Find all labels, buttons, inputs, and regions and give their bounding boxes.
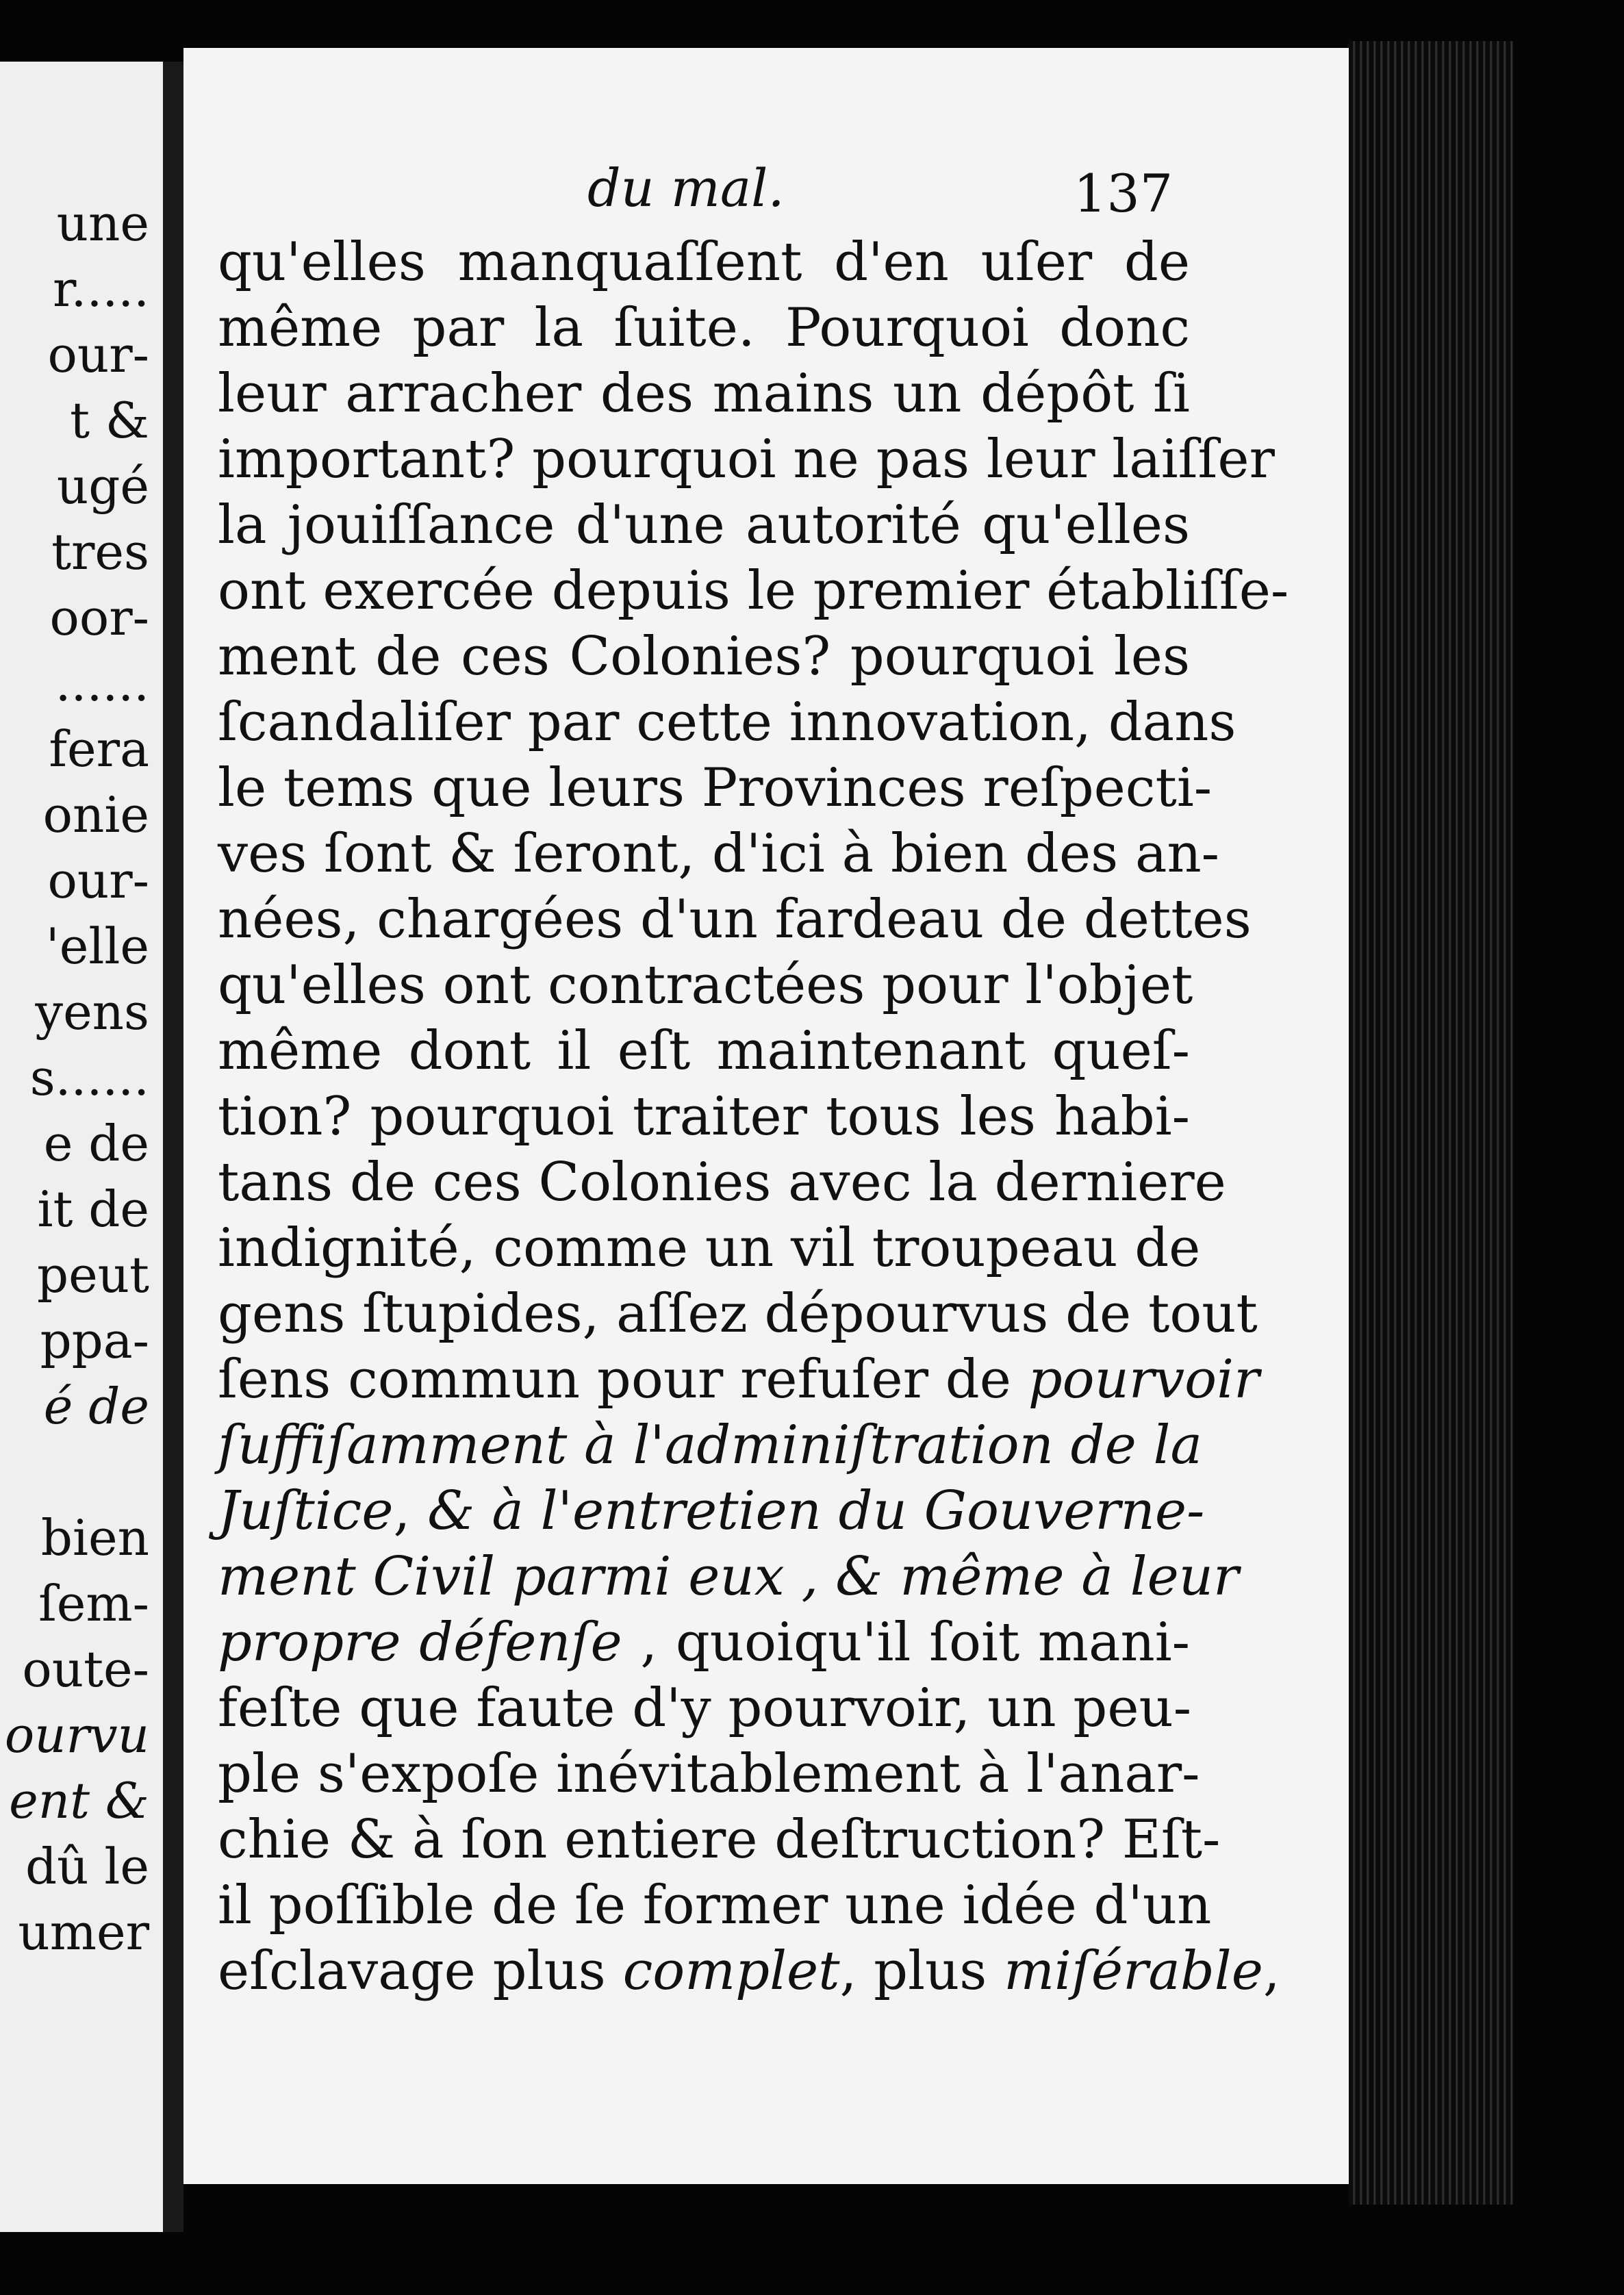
- text-line: [218, 689, 1236, 755]
- text-segment: eſclavage plus: [218, 1940, 623, 2002]
- running-head: du mal.: [587, 157, 785, 218]
- body-text: [218, 229, 1289, 2004]
- text-segment: tion? pourquoi traiter tous les habi-: [218, 1086, 1190, 1148]
- left-page-line: r.....: [53, 260, 149, 318]
- text-line: [218, 1610, 1190, 1675]
- text-line: [218, 558, 1289, 624]
- text-segment: ves ſont & ſeront, d'ici à bien des an-: [218, 823, 1220, 885]
- text-segment: il poſſible de ſe former une idée d'un: [218, 1875, 1212, 1936]
- left-page-line: ugé: [56, 457, 149, 515]
- text-line: [218, 821, 1220, 887]
- left-page-line: our-: [47, 852, 149, 909]
- left-page-line: é de: [43, 1378, 149, 1435]
- left-page-line: ourvu: [4, 1706, 149, 1764]
- text-line: [218, 1938, 1280, 2004]
- text-line: [218, 952, 1193, 1018]
- left-page-line: fera: [49, 720, 149, 778]
- text-line: [218, 1347, 1260, 1412]
- text-segment: gens ſtupides, aſſez dépourvus de tout: [218, 1283, 1258, 1345]
- text-segment: qu'elles manquaſſent d'en uſer de: [218, 231, 1190, 293]
- text-segment: ,: [393, 1480, 428, 1542]
- left-page-line: dû le: [25, 1838, 149, 1895]
- text-segment: ſuffiſamment à l'adminiſtration de la: [218, 1415, 1202, 1476]
- text-line: [218, 1807, 1221, 1873]
- left-page-line: our-: [47, 326, 149, 383]
- text-segment: ſens commun pour refuſer de: [218, 1349, 1028, 1410]
- text-segment: le tems que leurs Provinces reſpecti-: [218, 757, 1213, 819]
- text-line: [218, 361, 1190, 427]
- left-page-line: bien: [40, 1509, 149, 1567]
- text-segment: miſérable: [1004, 1940, 1263, 2002]
- text-segment: la jouiſſance d'une autorité qu'elles: [218, 494, 1190, 556]
- text-segment: ple s'expoſe inévitablement à l'anar-: [218, 1743, 1200, 1805]
- text-segment: ment Civil parmi eux , & même à leur: [218, 1546, 1239, 1608]
- text-segment: propre défenſe: [218, 1612, 622, 1673]
- text-line: [218, 229, 1190, 295]
- text-segment: & à l'entretien du Gouverne-: [427, 1480, 1205, 1542]
- text-line: [218, 1544, 1239, 1610]
- text-line: [218, 1873, 1212, 1938]
- text-segment: feſte que faute d'y pourvoir, un peu-: [218, 1677, 1192, 1739]
- left-page-line: it de: [37, 1180, 149, 1238]
- text-segment: tans de ces Colonies avec la derniere: [218, 1152, 1226, 1213]
- page-number: 137: [1074, 163, 1173, 224]
- left-page-line: s......: [29, 1049, 149, 1106]
- left-page-line: onie: [42, 786, 149, 844]
- left-page-line: yens: [35, 983, 149, 1041]
- left-page-line: umer: [18, 1903, 149, 1961]
- text-segment: ment de ces Colonies? pourquoi les: [218, 626, 1190, 687]
- text-line: [218, 1018, 1190, 1084]
- text-segment: chie & à ſon entiere deſtruction? Eſt-: [218, 1809, 1221, 1871]
- left-page-line: ent &: [9, 1772, 149, 1829]
- left-page-line: oute-: [22, 1640, 149, 1698]
- left-page-line: ſem-: [38, 1575, 149, 1632]
- left-page-line: ppa-: [40, 1312, 149, 1369]
- text-line: [218, 755, 1213, 821]
- left-page-line: peut: [36, 1246, 149, 1304]
- text-segment: indignité, comme un vil troupeau de: [218, 1217, 1201, 1279]
- text-line: [218, 624, 1190, 689]
- left-page-line: ......: [55, 655, 149, 712]
- text-segment: leur arracher des mains un dépôt ſi: [218, 363, 1190, 424]
- text-segment: , quoiqu'il ſoit mani-: [622, 1612, 1190, 1673]
- text-line: [218, 492, 1190, 558]
- text-segment: Juſtice: [218, 1480, 394, 1542]
- text-segment: important? pourquoi ne pas leur laiſſer: [218, 429, 1275, 490]
- text-line: [218, 1741, 1200, 1807]
- text-segment: ,: [1263, 1940, 1280, 2002]
- text-segment: qu'elles ont contractées pour l'objet: [218, 954, 1193, 1016]
- text-segment: nées, chargées d'un fardeau de dettes: [218, 889, 1252, 950]
- text-segment: ont exercée depuis le premier établiſſe-: [218, 560, 1289, 622]
- left-page-line: e de: [43, 1115, 149, 1172]
- main-page: [183, 48, 1369, 2184]
- text-segment: même dont il eſt maintenant queſ-: [218, 1020, 1190, 1082]
- text-line: [218, 1150, 1226, 1215]
- text-line: [218, 1675, 1190, 1741]
- left-page-line: oor-: [49, 589, 149, 646]
- text-line: [218, 1084, 1190, 1150]
- text-line: [218, 427, 1275, 492]
- text-line: [218, 1478, 1205, 1544]
- book-gutter: [163, 62, 183, 2232]
- text-line: [218, 887, 1252, 952]
- text-line: [218, 1281, 1258, 1347]
- left-page-line: une: [56, 194, 149, 252]
- text-segment: même par la ſuite. Pourquoi donc: [218, 297, 1190, 359]
- left-page-line: 'elle: [45, 917, 149, 975]
- page-header: [183, 116, 1369, 224]
- left-page-line: t &: [70, 392, 149, 449]
- page-edges: [1349, 41, 1513, 2205]
- text-line: [218, 295, 1190, 361]
- text-segment: pourvoir: [1028, 1349, 1260, 1410]
- text-line: [218, 1215, 1201, 1281]
- left-page-fragment: [0, 62, 163, 2232]
- text-segment: complet: [622, 1940, 840, 2002]
- text-segment: ſcandaliſer par cette innovation, dans: [218, 692, 1236, 753]
- text-segment: , plus: [839, 1940, 1004, 2002]
- text-line: [218, 1412, 1202, 1478]
- left-page-line: tres: [51, 523, 149, 581]
